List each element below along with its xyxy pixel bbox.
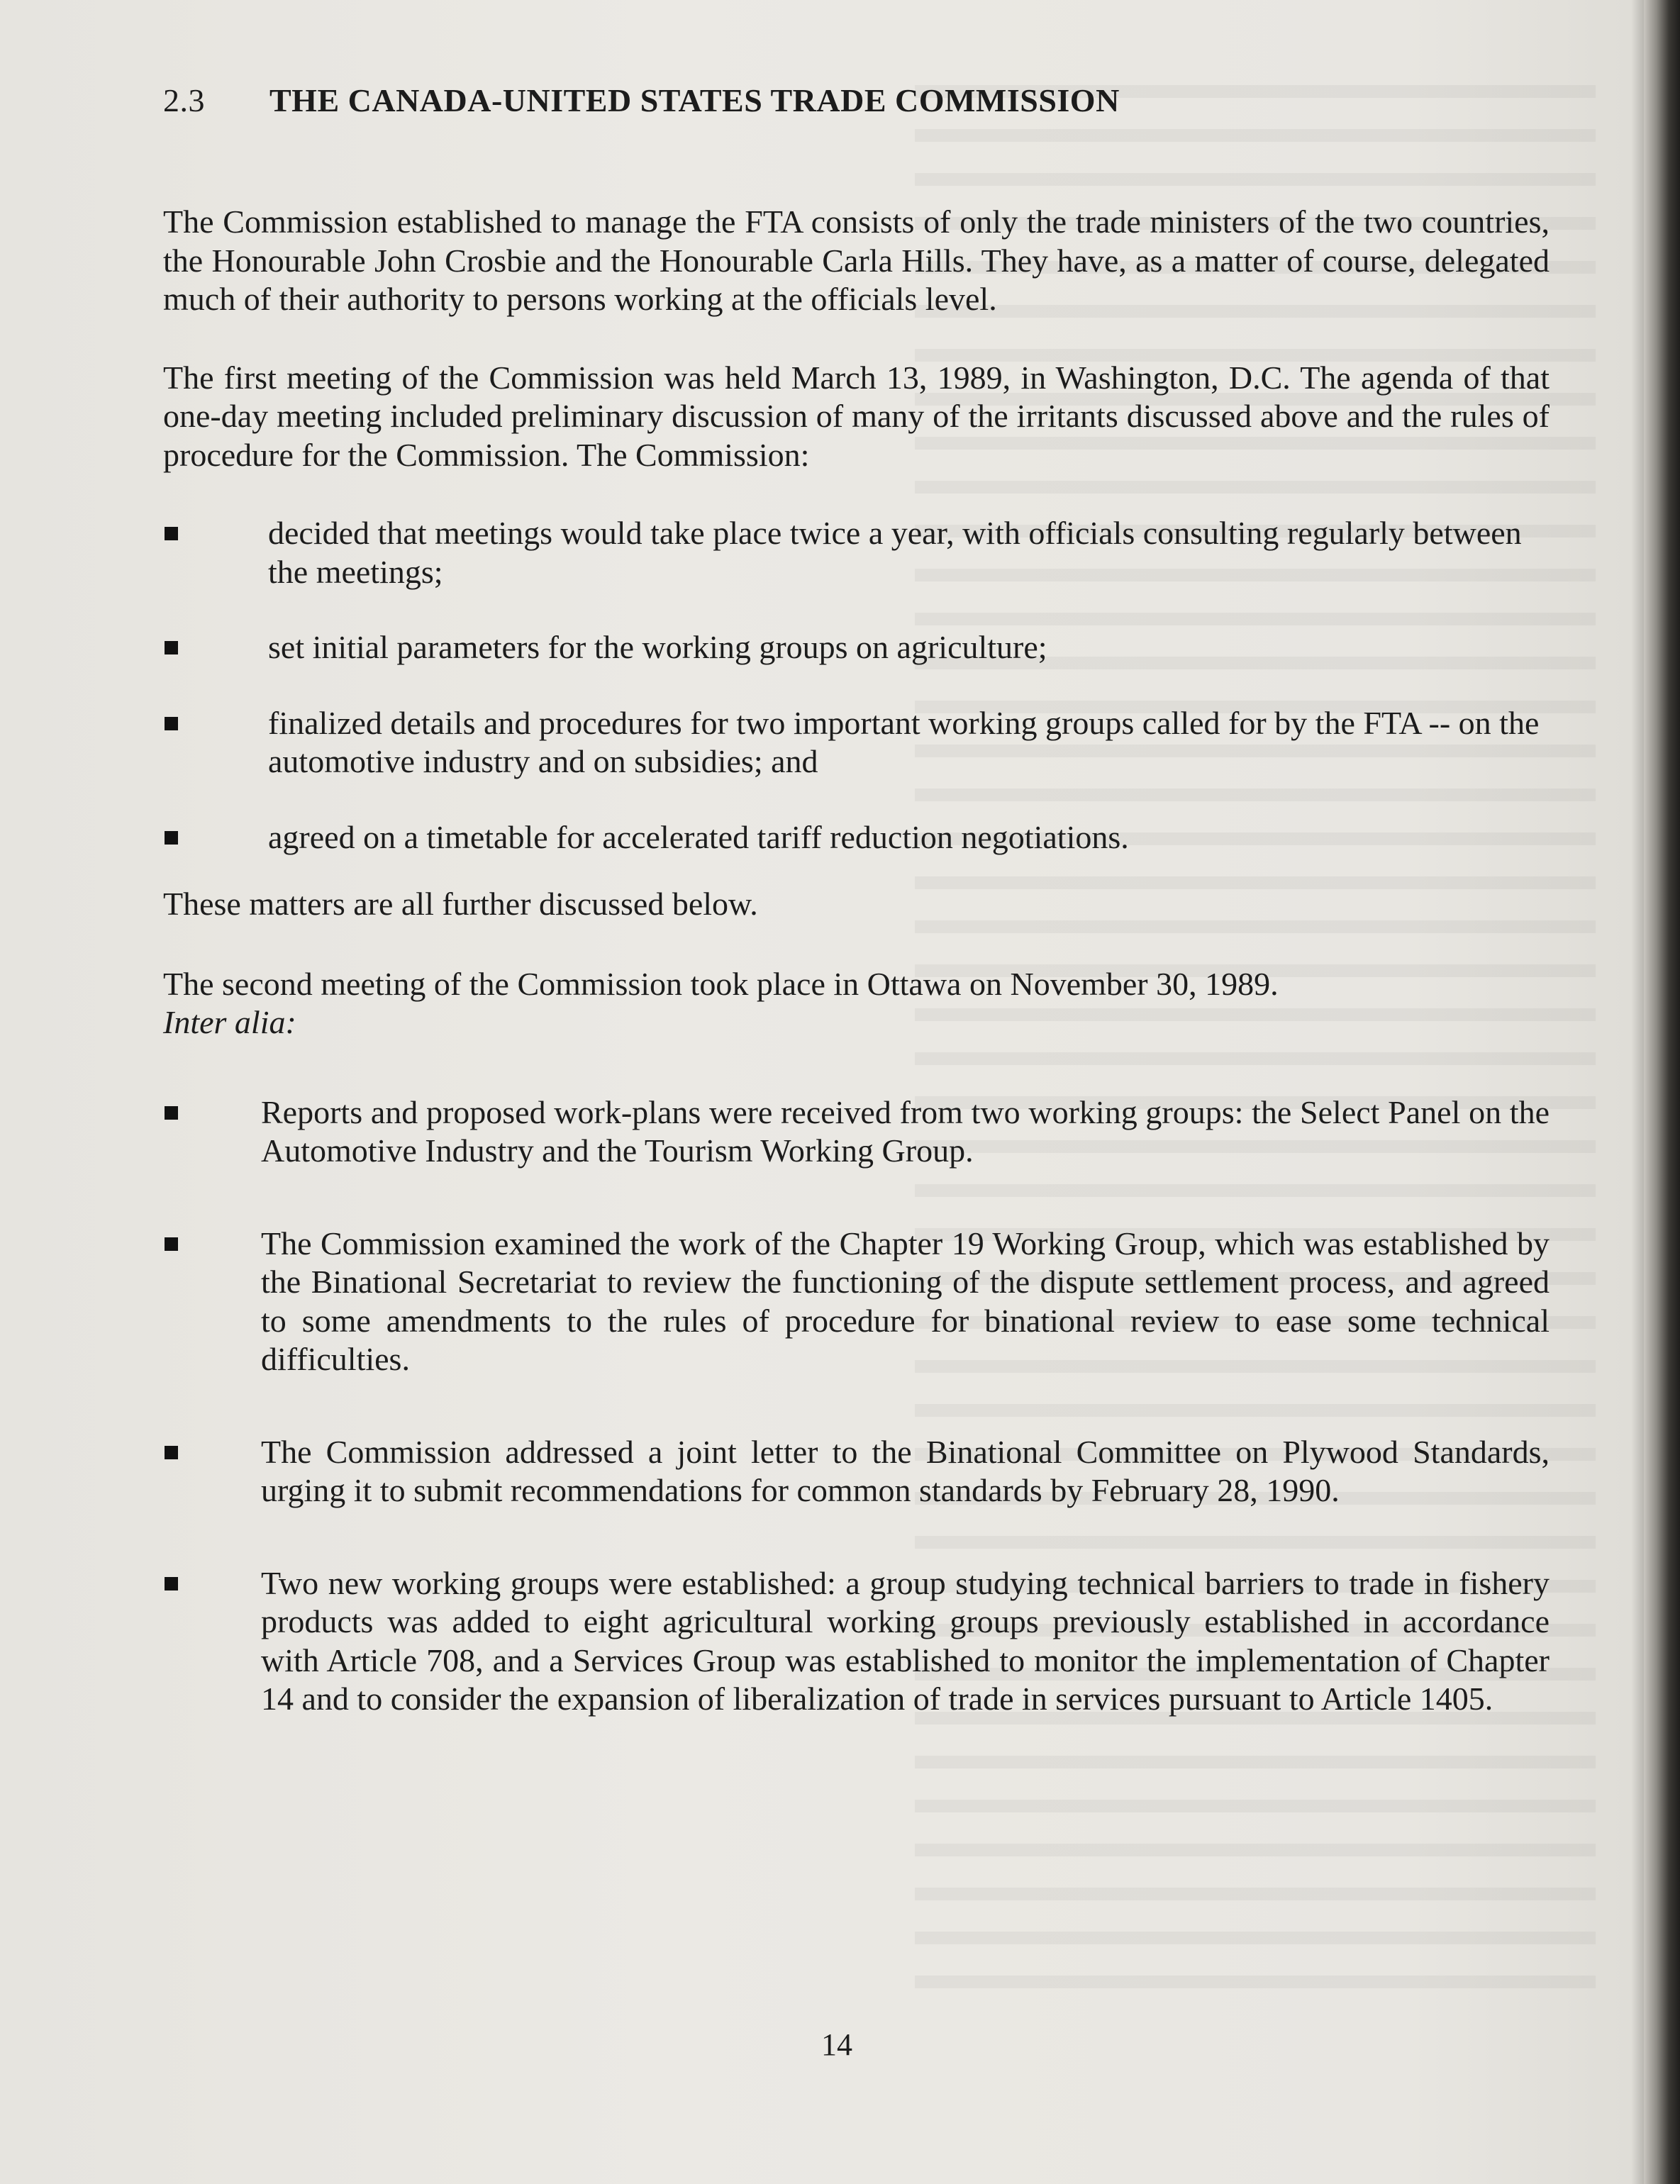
list-item <box>163 818 1550 857</box>
square-bullet-icon <box>165 1577 178 1590</box>
list-item <box>163 1225 1550 1379</box>
section-heading <box>163 78 1550 123</box>
square-bullet-icon <box>165 527 178 540</box>
list-item-text: decided that meetings would take place twice a year, with officials consulting regularly between the meetings; <box>268 515 1522 590</box>
section-number: 2.3 <box>163 82 205 118</box>
second-meeting-paragraph <box>163 965 1550 1042</box>
intro-paragraph: The Commission established to manage the FTA consists of only the trade ministers of the two countries, the Honourable John Crosbie and the Honourable Carla Hills. They have, as a matter of course, delegated much of their authority to persons working at the officials level. <box>163 204 1550 317</box>
section-title: THE CANADA-UNITED STATES TRADE COMMISSION <box>269 82 1120 118</box>
square-bullet-icon <box>165 831 178 845</box>
list-item-text: Two new working groups were established: a group studying technical barriers to trade in fishery products was added to eight agricultural working groups previously established in accordance with Article 708, and a Services Group was established to monitor the implementation of Chapter 14 and to consider the expansion of liberalization of trade in services pursuant to Article 1405. <box>261 1564 1550 1717</box>
list-item-text: set initial parameters for the working groups on agriculture; <box>268 629 1047 665</box>
list-item-text: finalized details and procedures for two important working groups called for by the FTA -- on the automotive industry and on subsidies; and <box>268 704 1540 779</box>
square-bullet-icon <box>165 1446 178 1459</box>
matters-paragraph: These matters are all further discussed below. <box>163 886 758 922</box>
second-meeting-list <box>163 1093 1550 1719</box>
square-bullet-icon <box>165 641 178 654</box>
list-item <box>163 628 1550 667</box>
book-spine <box>1644 0 1680 2184</box>
list-item <box>163 1433 1550 1510</box>
list-item-text: agreed on a timetable for accelerated tariff reduction negotiations. <box>268 818 1129 855</box>
square-bullet-icon <box>165 1106 178 1120</box>
list-item-text: The Commission examined the work of the Chapter 19 Working Group, which was established by the Binational Secretariat to review the functioning of the dispute settlement process, and agreed to some amendments to the rules of procedure for binational review to ease some technical difficulties. <box>261 1225 1550 1377</box>
list-item <box>163 704 1550 781</box>
page-edge-shadow <box>1631 0 1645 2184</box>
second-meeting-text: The second meeting of the Commission took place in Ottawa on November 30, 1989. <box>163 965 1279 1002</box>
list-item <box>163 1564 1550 1719</box>
page-number: 14 <box>821 2027 852 2062</box>
list-item-text: Reports and proposed work-plans were received from two working groups: the Select Panel on the Automotive Industry and the Tourism Working Group. <box>261 1093 1550 1169</box>
square-bullet-icon <box>165 1237 178 1251</box>
inter-alia-text: Inter alia: <box>163 1004 296 1040</box>
list-item-text: The Commission addressed a joint letter to the Binational Committee on Plywood Standards, urging it to submit recommendations for common standards by February 28, 1990. <box>261 1433 1550 1508</box>
first-meeting-list <box>163 514 1550 857</box>
square-bullet-icon <box>165 717 178 730</box>
list-item <box>163 1093 1550 1171</box>
first-meeting-paragraph: The first meeting of the Commission was held March 13, 1989, in Washington, D.C. The agenda of that one-day meeting included preliminary discussion of many of the irritants discussed above and the rules of procedure for the Commission. The Commission: <box>163 359 1550 473</box>
list-item <box>163 514 1550 591</box>
page-content <box>163 78 1550 1719</box>
